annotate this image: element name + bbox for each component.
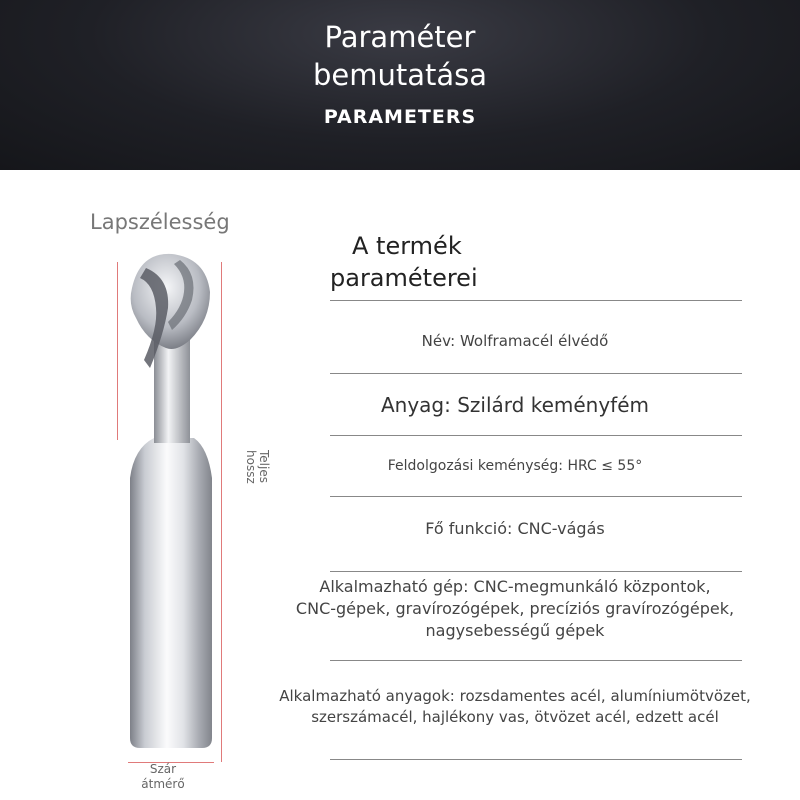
parameters-title-line2: paraméterei <box>330 264 478 292</box>
param-row-machines <box>230 576 800 642</box>
param-row-machines-line: CNC-gépek, gravírozógépek, precíziós gravírozógépek, <box>295 599 735 618</box>
divider <box>330 571 742 572</box>
divider <box>330 759 742 760</box>
banner-title-line1: Paraméter <box>324 20 476 54</box>
flute-width-label: Lapszélesség <box>90 210 230 234</box>
divider <box>330 435 742 436</box>
divider <box>330 373 742 374</box>
divider <box>330 660 742 661</box>
param-row-machines-line: Alkalmazható gép: CNC-megmunkáló központok, <box>319 577 711 596</box>
parameters-title-line1: A termék <box>352 232 462 260</box>
param-row-workpiece-materials-line: Alkalmazható anyagok: rozsdamentes acél, alumíniumötvözet, <box>279 687 751 705</box>
divider <box>330 496 742 497</box>
banner-subtitle: PARAMETERS <box>323 106 477 128</box>
param-row-name: Név: Wolframacél élvédő <box>421 332 609 350</box>
param-row-material: Anyag: Szilárd keményfém <box>380 393 650 417</box>
ball-end-mill-image <box>110 248 230 758</box>
header-banner <box>0 0 800 170</box>
param-row-machines-line: nagysebességű gépek <box>425 621 605 640</box>
total-length-label-text: Teljes hossz <box>244 450 271 484</box>
shank-diameter-label-line1: Szár <box>149 762 177 776</box>
divider <box>330 300 742 301</box>
param-row-hardness: Feldolgozási keménység: HRC ≤ 55° <box>387 458 643 474</box>
param-row-workpiece-materials-line: szerszámacél, hajlékony vas, ötvözet acél, edzett acél <box>311 708 719 726</box>
param-row-workpiece-materials <box>230 686 800 728</box>
banner-title-line2: bemutatása <box>312 58 488 92</box>
shank-diameter-label <box>128 762 198 792</box>
shank-diameter-label-line2: átmérő <box>141 777 185 791</box>
parameters-title <box>330 230 478 294</box>
param-row-function: Fő funkció: CNC-vágás <box>425 519 605 538</box>
